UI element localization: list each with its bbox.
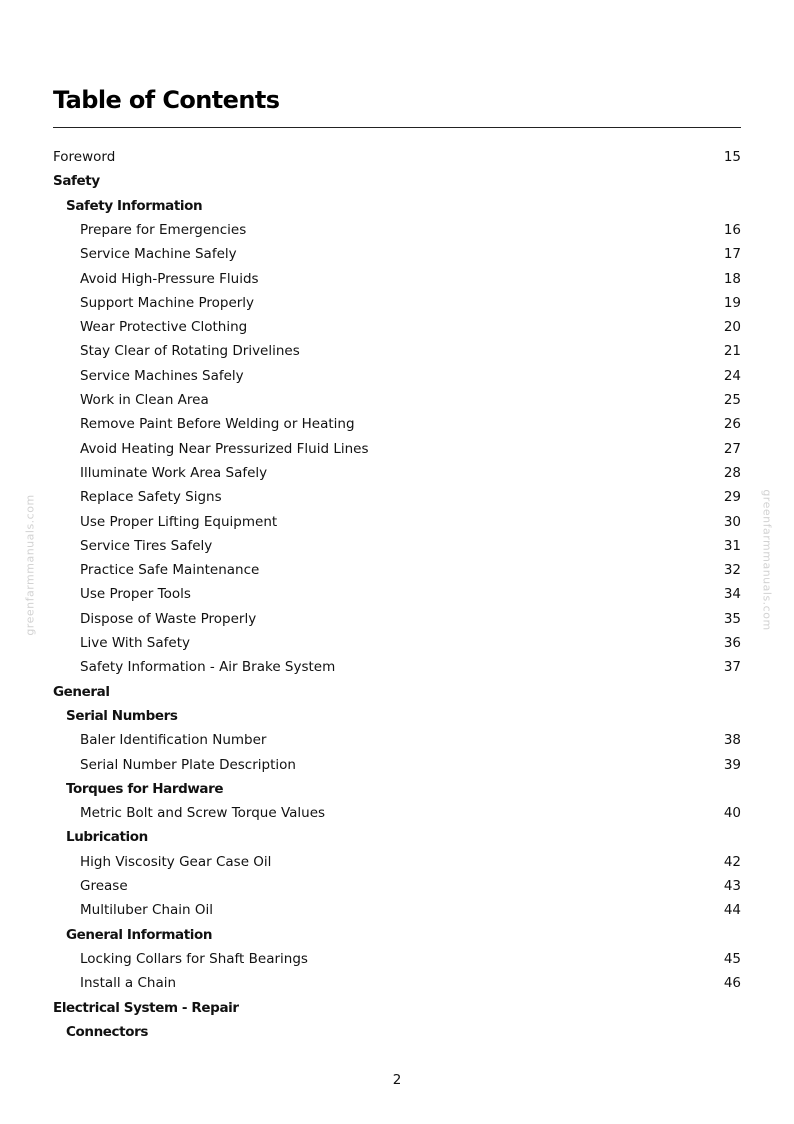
toc-entry-page: 21 [723, 343, 741, 360]
toc-entry-page: 39 [723, 756, 741, 773]
toc-entry[interactable] [53, 510, 741, 534]
toc-section [53, 169, 741, 193]
toc-entry-page: 42 [723, 853, 741, 870]
toc-entry[interactable] [53, 728, 741, 752]
watermark-left: greenfarmmanuals.com [23, 494, 37, 636]
toc-entry-label: Prepare for Emergencies [80, 221, 247, 238]
toc-entry[interactable] [53, 874, 741, 898]
toc-subsection [53, 923, 741, 947]
toc-entry-page: 36 [723, 635, 741, 651]
toc-entry-page: 26 [723, 416, 741, 433]
toc-entry-label: Support Machine Properly [80, 294, 255, 311]
title-divider [53, 127, 741, 128]
toc-entry-label: Illuminate Work Area Safely [80, 464, 268, 481]
toc-entry-page: 45 [723, 950, 741, 967]
page-number: 2 [392, 1072, 402, 1088]
toc-entry[interactable] [53, 412, 741, 436]
toc-entry-page: 24 [723, 367, 741, 384]
toc-entry-page: 46 [723, 975, 741, 992]
toc-entry-label: Avoid Heating Near Pressurized Fluid Lines [80, 440, 369, 457]
toc-entry-page: 35 [723, 610, 741, 627]
toc-entry-page: 43 [723, 878, 741, 894]
toc-entry-page: 32 [723, 562, 741, 579]
toc-entry-label: Metric Bolt and Screw Torque Values [80, 805, 326, 822]
toc-subsection [53, 704, 741, 728]
toc-entry-label: General Information [66, 926, 213, 943]
toc-subsection [53, 777, 741, 801]
toc-entry[interactable] [53, 850, 741, 874]
toc-entry-page: 34 [723, 586, 741, 603]
toc-entry-page: 29 [723, 489, 741, 506]
toc-entry-label: Dispose of Waste Properly [80, 610, 257, 627]
toc-entry-page: 30 [723, 513, 741, 530]
toc-entry-page: 25 [723, 392, 741, 408]
toc-entry-label: Stay Clear of Rotating Drivelines [80, 343, 300, 360]
toc-entry-label: Safety Information - Air Brake System [80, 659, 336, 676]
toc-entry-label: Foreword [53, 149, 116, 165]
toc-entry[interactable] [53, 364, 741, 388]
toc-entry[interactable] [53, 753, 741, 777]
toc-entry[interactable] [53, 218, 741, 242]
toc-entry-label: Service Machine Safely [80, 246, 237, 263]
toc-entry-page: 37 [723, 659, 741, 676]
toc-entry-label: Wear Protective Clothing [80, 319, 248, 336]
toc-entry[interactable] [53, 534, 741, 558]
toc-entry[interactable] [53, 461, 741, 485]
toc-subsection [53, 825, 741, 849]
toc-section[interactable] [53, 145, 741, 169]
toc-subsection [53, 1020, 741, 1044]
toc-entry[interactable] [53, 558, 741, 582]
toc-entry-page: 17 [723, 246, 741, 263]
toc-entry-label: Grease [80, 878, 128, 894]
toc-entry-label: Practice Safe Maintenance [80, 562, 260, 579]
toc-entry[interactable] [53, 607, 741, 631]
toc-entry-label: Multiluber Chain Oil [80, 902, 214, 919]
toc-entry-page: 44 [723, 902, 741, 919]
toc-entry-label: Service Machines Safely [80, 367, 244, 384]
toc-entry-label: Work in Clean Area [80, 392, 209, 408]
toc-entry-page: 31 [723, 537, 741, 554]
toc-entry-label: Serial Numbers [66, 707, 178, 724]
toc-entry-page: 27 [723, 440, 741, 457]
toc-entry-label: Torques for Hardware [66, 780, 224, 797]
toc-entry-page: 16 [723, 221, 741, 238]
toc-entry-label: High Viscosity Gear Case Oil [80, 853, 272, 870]
toc-entry[interactable] [53, 315, 741, 339]
toc-entry-page: 28 [723, 464, 741, 481]
toc-entry-page: 20 [723, 319, 741, 336]
toc-entry[interactable] [53, 801, 741, 825]
toc-entry-label: Lubrication [66, 829, 148, 846]
toc-section [53, 680, 741, 704]
toc-entry[interactable] [53, 655, 741, 679]
toc-entry[interactable] [53, 898, 741, 922]
toc-entry[interactable] [53, 339, 741, 363]
toc-entry-label: Live With Safety [80, 635, 190, 651]
toc-entry-label: Locking Collars for Shaft Bearings [80, 950, 308, 967]
toc-entry[interactable] [53, 437, 741, 461]
toc-entry[interactable] [53, 631, 741, 655]
toc-entry-label: Avoid High-Pressure Fluids [80, 270, 259, 287]
toc-entry-label: Serial Number Plate Description [80, 756, 296, 773]
toc-entry-label: Use Proper Tools [80, 586, 191, 603]
toc-entry-page: 18 [723, 270, 741, 287]
toc-entry[interactable] [53, 485, 741, 509]
toc-entry-label: Use Proper Lifting Equipment [80, 513, 278, 530]
toc-entry[interactable] [53, 291, 741, 315]
toc-entry[interactable] [53, 947, 741, 971]
toc-entry-page: 40 [723, 805, 741, 822]
toc-entry-label: Connectors [66, 1023, 148, 1040]
toc-entry-label: Baler Identification Number [80, 732, 267, 749]
toc-entry-label: Electrical System - Repair [53, 999, 239, 1016]
toc-entry[interactable] [53, 582, 741, 606]
toc-entry-label: Remove Paint Before Welding or Heating [80, 416, 355, 433]
toc-entry-page: 15 [723, 149, 741, 165]
toc-subsection [53, 194, 741, 218]
toc-section [53, 996, 741, 1020]
toc-entry-label: General [53, 683, 110, 700]
toc-entry[interactable] [53, 971, 741, 995]
toc-entry[interactable] [53, 242, 741, 266]
watermark-right: greenfarmmanuals.com [760, 489, 774, 631]
toc-entry-label: Replace Safety Signs [80, 489, 222, 506]
toc-entry-label: Install a Chain [80, 975, 177, 992]
toc-entry-label: Safety Information [66, 197, 203, 214]
toc-entry[interactable] [53, 267, 741, 291]
toc-entry-page: 19 [723, 294, 741, 311]
toc-entry-page: 38 [723, 732, 741, 749]
toc-entry-label: Safety [53, 173, 100, 190]
toc-entry-label: Service Tires Safely [80, 537, 213, 554]
page-title: Table of Contents [53, 86, 280, 114]
toc-entry[interactable] [53, 388, 741, 412]
